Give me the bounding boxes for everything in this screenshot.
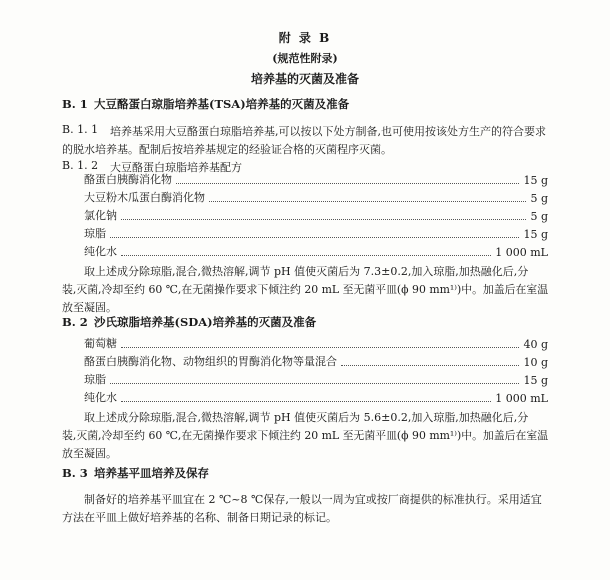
b3-line1: 制备好的培养基平皿宜在 2 ℃~8 ℃保存,一般以一周为宜或按厂商提供的标准执行。采用适宜 bbox=[84, 493, 542, 506]
ingredient-name: 琼脂 bbox=[84, 227, 106, 240]
ingredient-qty: 40 g bbox=[523, 338, 548, 351]
leader-dots bbox=[110, 237, 519, 238]
ingredient-qty: 15 g bbox=[523, 174, 548, 187]
section-b2-heading bbox=[62, 314, 316, 330]
leader-dots bbox=[176, 183, 519, 184]
ingredient-row bbox=[84, 389, 548, 405]
leader-dots bbox=[121, 401, 491, 402]
ingredient-name: 大豆粉木瓜蛋白酶消化物 bbox=[84, 191, 205, 204]
section-b2-title: 沙氏琼脂培养基(SDA)培养基的灭菌及准备 bbox=[94, 315, 317, 329]
leader-dots bbox=[209, 201, 526, 202]
b2-prep-line3: 放至凝固。 bbox=[62, 447, 117, 460]
section-b1-number: B. 1 bbox=[62, 97, 88, 111]
b11-number: B. 1. 1 bbox=[62, 123, 99, 136]
ingredient-row bbox=[84, 353, 548, 369]
b11-line1: 培养基采用大豆酪蛋白琼脂培养基,可以按以下处方制备,也可使用按该处方生产的符合要求 bbox=[110, 125, 546, 138]
ingredient-row bbox=[84, 189, 548, 205]
section-b3-title: 培养基平皿培养及保存 bbox=[94, 466, 209, 480]
ingredient-name: 纯化水 bbox=[84, 245, 117, 258]
b1-prep-line3: 放至凝固。 bbox=[62, 301, 117, 314]
ingredient-row bbox=[84, 207, 548, 223]
appendix-type: (规范性附录) bbox=[272, 52, 338, 65]
ingredient-name: 氯化钠 bbox=[84, 209, 117, 222]
ingredient-row bbox=[84, 225, 548, 241]
b1-prep-line2: 装,灭菌,冷却至约 60 ℃,在无菌操作要求下倾注约 20 mL 至无菌平皿(ϕ 90 mm¹⁾)中。加盖后在室温 bbox=[62, 283, 549, 296]
ingredient-qty: 15 g bbox=[523, 228, 548, 241]
b1-prep-line1: 取上述成分除琼脂,混合,微热溶解,调节 pH 值使灭菌后为 7.3±0.2,加入琼脂,加热融化后,分 bbox=[84, 265, 529, 278]
section-b2-number: B. 2 bbox=[62, 315, 88, 329]
leader-dots bbox=[110, 383, 519, 384]
ingredient-name: 葡萄糖 bbox=[84, 337, 117, 350]
ingredient-qty: 1 000 mL bbox=[495, 392, 548, 405]
b12-title: 大豆酪蛋白琼脂培养基配方 bbox=[110, 161, 242, 174]
ingredient-qty: 15 g bbox=[523, 374, 548, 387]
ingredient-qty: 5 g bbox=[530, 210, 548, 223]
leader-dots bbox=[121, 219, 526, 220]
ingredient-qty: 10 g bbox=[523, 356, 548, 369]
ingredient-row bbox=[84, 243, 548, 259]
b12-number: B. 1. 2 bbox=[62, 159, 99, 172]
ingredient-qty: 5 g bbox=[530, 192, 548, 205]
ingredient-qty: 1 000 mL bbox=[495, 246, 548, 259]
ingredient-name: 纯化水 bbox=[84, 391, 117, 404]
b2-prep-line2: 装,灭菌,冷却至约 60 ℃,在无菌操作要求下倾注约 20 mL 至无菌平皿(ϕ 90 mm¹⁾)中。加盖后在室温 bbox=[62, 429, 549, 442]
appendix-label: 附 录 B bbox=[278, 31, 332, 45]
ingredient-row bbox=[84, 371, 548, 387]
b2-prep-line1: 取上述成分除琼脂,混合,微热溶解,调节 pH 值使灭菌后为 5.6±0.2,加入琼脂,加热融化后,分 bbox=[84, 411, 529, 424]
appendix-title: 培养基的灭菌及准备 bbox=[250, 72, 359, 86]
leader-dots bbox=[121, 347, 519, 348]
section-b3-heading bbox=[62, 465, 209, 481]
section-b1-heading bbox=[62, 96, 349, 112]
b11-line2: 的脱水培养基。配制后按培养基规定的经验证合格的灭菌程序灭菌。 bbox=[62, 143, 392, 156]
ingredient-row bbox=[84, 171, 548, 187]
leader-dots bbox=[121, 255, 491, 256]
leader-dots bbox=[341, 365, 519, 366]
ingredient-name: 酪蛋白胰酶消化物、动物组织的胃酶消化物等量混合 bbox=[84, 355, 337, 368]
section-b3-number: B. 3 bbox=[62, 466, 88, 480]
ingredient-row bbox=[84, 335, 548, 351]
ingredient-name: 琼脂 bbox=[84, 373, 106, 386]
section-b1-title: 大豆酪蛋白琼脂培养基(TSA)培养基的灭菌及准备 bbox=[94, 97, 350, 111]
ingredient-name: 酪蛋白胰酶消化物 bbox=[84, 173, 172, 186]
b3-line2: 方法在平皿上做好培养基的名称、制备日期记录的标记。 bbox=[62, 511, 337, 524]
